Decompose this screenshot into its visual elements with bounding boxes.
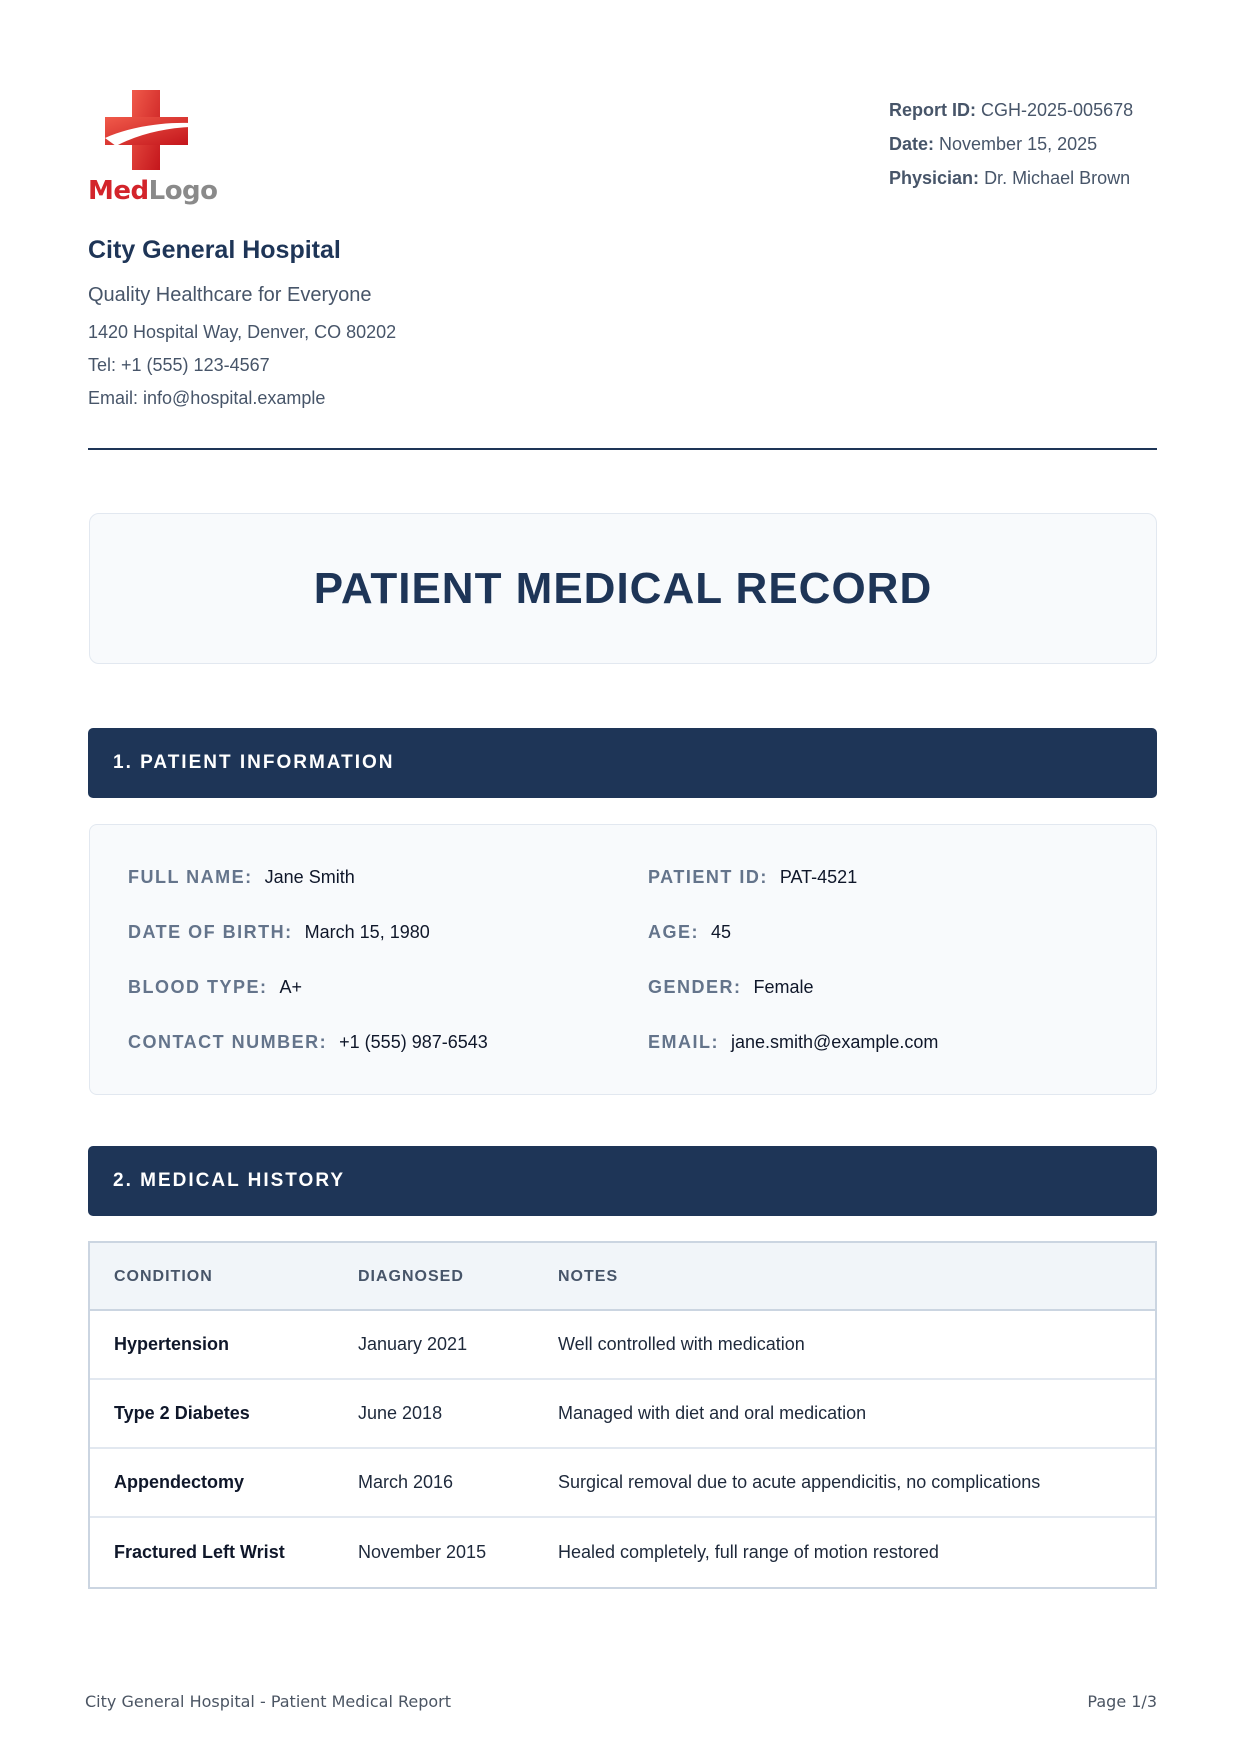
medical-history-table xyxy=(88,1241,1157,1589)
document-title: PATIENT MEDICAL RECORD xyxy=(313,563,933,613)
logo-text-med: Med xyxy=(88,176,149,206)
cell-condition: Type 2 Diabetes xyxy=(114,1403,250,1423)
hospital-name: City General Hospital xyxy=(88,236,341,264)
footer-document-name: City General Hospital - Patient Medical Report xyxy=(85,1692,452,1711)
cell-diagnosed: January 2021 xyxy=(358,1334,468,1354)
report-date: Date: November 15, 2025 xyxy=(889,134,1098,154)
cell-notes: Surgical removal due to acute appendicitis, no complications xyxy=(558,1472,1041,1492)
cell-condition: Appendectomy xyxy=(114,1472,245,1492)
info-blood-type: BLOOD TYPE: A+ xyxy=(128,977,303,997)
info-gender: GENDER: Female xyxy=(648,977,814,997)
info-date-of-birth: DATE OF BIRTH: March 15, 1980 xyxy=(128,922,430,942)
hospital-address: 1420 Hospital Way, Denver, CO 80202 xyxy=(88,322,397,342)
info-contact-number: CONTACT NUMBER: +1 (555) 987-6543 xyxy=(128,1032,488,1052)
report-physician: Physician: Dr. Michael Brown xyxy=(889,168,1131,188)
hospital-tel: Tel: +1 (555) 123-4567 xyxy=(88,355,270,375)
cell-notes: Healed completely, full range of motion restored xyxy=(558,1542,939,1562)
hospital-email: Email: info@hospital.example xyxy=(88,388,326,408)
section-header-medical-history: 2. MEDICAL HISTORY xyxy=(88,1146,1157,1216)
cell-notes: Managed with diet and oral medication xyxy=(558,1403,867,1423)
column-header-diagnosed: DIAGNOSED xyxy=(358,1268,464,1285)
title-panel xyxy=(89,513,1157,664)
cell-condition: Fractured Left Wrist xyxy=(114,1542,285,1562)
hospital-tagline: Quality Healthcare for Everyone xyxy=(88,284,372,306)
column-header-notes: NOTES xyxy=(558,1268,619,1285)
cell-diagnosed: March 2016 xyxy=(358,1472,454,1492)
table-header-row xyxy=(90,1243,1155,1311)
section-header-patient-information: 1. PATIENT INFORMATION xyxy=(88,728,1157,798)
info-age: AGE: 45 xyxy=(648,922,732,942)
table-row xyxy=(90,1518,1155,1587)
cell-diagnosed: November 2015 xyxy=(358,1542,487,1562)
patient-info-panel xyxy=(89,824,1157,1095)
cell-condition: Hypertension xyxy=(114,1334,230,1354)
table-row xyxy=(90,1380,1155,1449)
column-header-condition: CONDITION xyxy=(114,1268,213,1285)
cell-notes: Well controlled with medication xyxy=(558,1334,805,1354)
cell-diagnosed: June 2018 xyxy=(358,1403,443,1423)
info-full-name: FULL NAME: Jane Smith xyxy=(128,867,355,887)
table-row xyxy=(90,1311,1155,1380)
info-patient-id: PATIENT ID: PAT-4521 xyxy=(648,867,858,887)
report-meta xyxy=(889,93,1133,195)
footer-page-number: Page 1/3 xyxy=(1087,1692,1157,1711)
logo-wordmark xyxy=(88,176,218,206)
report-id: Report ID: CGH-2025-005678 xyxy=(889,100,1134,120)
table-row xyxy=(90,1449,1155,1518)
header-divider xyxy=(88,448,1157,450)
info-email: EMAIL: jane.smith@example.com xyxy=(648,1032,939,1052)
logo-text-logo: Logo xyxy=(148,176,218,206)
